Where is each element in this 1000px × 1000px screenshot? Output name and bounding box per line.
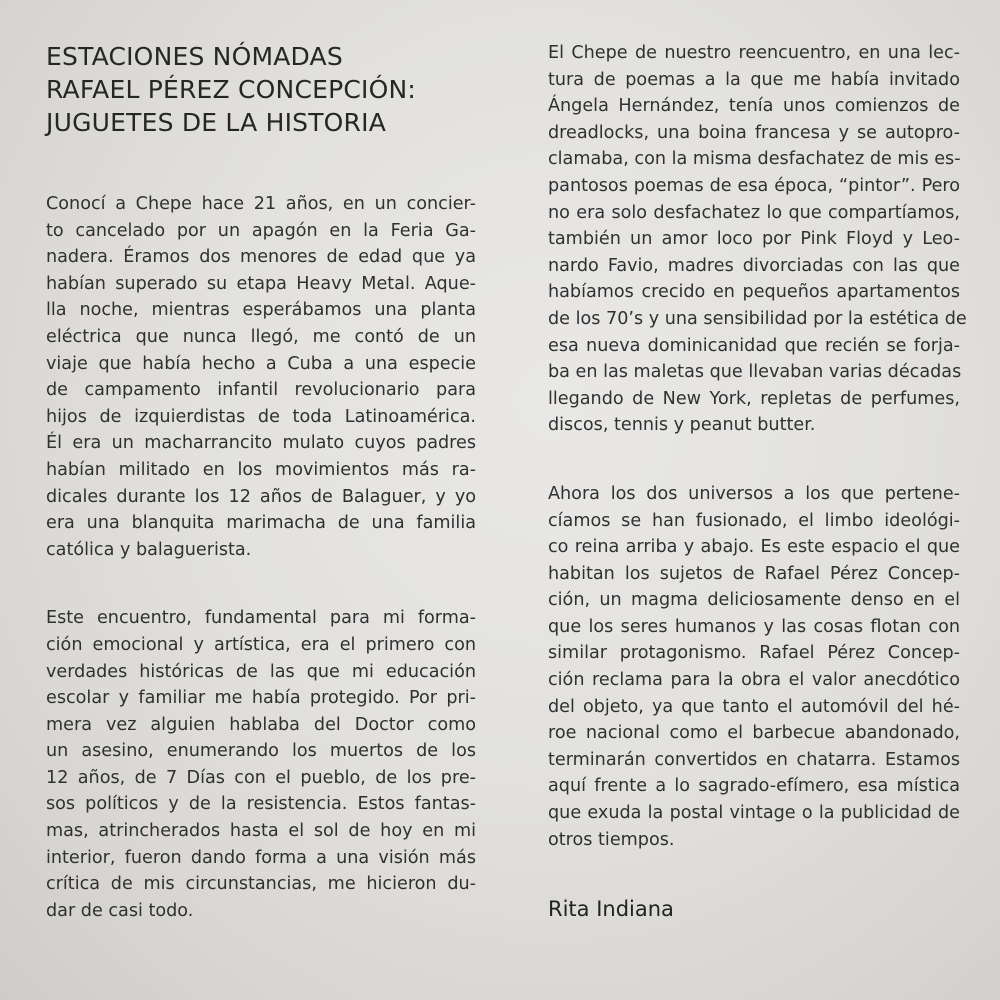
text-line: co reina arriba y abajo. Es este espacio el que xyxy=(548,537,960,558)
paragraph-universes xyxy=(548,481,960,853)
text-line: habíamos crecido en pequeños apartamentos xyxy=(548,282,960,303)
text-line: Este encuentro, fundamental para mi forma- xyxy=(46,608,476,629)
text-line: similar protagonismo. Rafael Pérez Concep- xyxy=(548,643,960,664)
paragraph-concert xyxy=(46,191,476,563)
text-line: clamaba, con la misma desfachatez de mis es- xyxy=(548,149,961,170)
left-column xyxy=(46,40,476,966)
title-line: ESTACIONES NÓMADAS xyxy=(46,42,343,71)
text-line: Él era un macharrancito mulato cuyos padres xyxy=(46,433,476,454)
text-line: habían superado su etapa Heavy Metal. Aque- xyxy=(46,273,476,294)
text-line: escolar y familiar me había protegido. Por pri- xyxy=(46,688,476,709)
paragraph-encounter xyxy=(46,605,476,924)
text-line: dreadlocks, una boina francesa y se autopro- xyxy=(548,122,960,143)
text-line: crítica de mis circunstancias, me hicieron du- xyxy=(46,874,476,895)
text-line: llegando de New York, repletas de perfumes, xyxy=(548,388,960,409)
text-line: eléctrica que nunca llegó, me contó de un xyxy=(46,326,476,347)
text-line: mas, atrincherados hasta el sol de hoy en mi xyxy=(46,821,476,842)
author-signature: Rita Indiana xyxy=(548,897,674,922)
text-line: discos, tennis y peanut butter. xyxy=(548,415,816,436)
text-line: lla noche, mientras esperábamos una planta xyxy=(46,300,476,321)
text-line: nardo Favio, madres divorciadas con las que xyxy=(548,255,960,276)
text-line: dar de casi todo. xyxy=(46,900,194,921)
text-line: esa nueva dominicanidad que recién se forja- xyxy=(548,335,960,356)
paragraph-reunion xyxy=(548,40,967,439)
text-line: que los seres humanos y las cosas flotan con xyxy=(548,616,960,637)
text-line: viaje que había hecho a Cuba a una especie xyxy=(46,353,476,374)
text-line: que exuda la postal vintage o la publicidad de xyxy=(548,803,960,824)
text-line: nadera. Éramos dos menores de edad que ya xyxy=(46,247,476,268)
text-line: Ahora los dos universos a los que pertene- xyxy=(548,483,960,504)
text-line: hijos de izquierdistas de toda Latinoamérica. xyxy=(46,406,476,427)
text-line: El Chepe de nuestro reencuentro, en una lec- xyxy=(548,43,960,63)
text-line: terminarán convertidos en chatarra. Estamos xyxy=(548,749,960,770)
text-line: ba en las maletas que llevaban varias décadas xyxy=(548,362,962,383)
text-line: pantosos poemas de esa época, “pintor”. Pero xyxy=(548,175,960,196)
text-line: no era solo desfachatez lo que compartíamos, xyxy=(548,202,960,223)
text-line: verdades históricas de las que mi educación xyxy=(46,661,476,682)
text-line: del objeto, ya que tanto el automóvil del hé- xyxy=(548,696,960,717)
text-line: aquí frente a lo sagrado-efímero, esa mística xyxy=(548,776,960,797)
text-line: otros tiempos. xyxy=(548,829,675,850)
text-line: interior, fueron dando forma a una visión más xyxy=(46,847,476,868)
text-line: de campamento infantil revolucionario para xyxy=(46,380,476,401)
text-line: to cancelado por un apagón en la Feria Ga- xyxy=(46,220,476,241)
text-line: Conocí a Chepe hace 21 años, en un concier- xyxy=(46,194,476,214)
text-line: de los 70’s y una sensibilidad por la estética de xyxy=(548,308,967,329)
text-line: mera vez alguien hablaba del Doctor como xyxy=(46,714,476,735)
text-line: también un amor loco por Pink Floyd y Leo- xyxy=(548,229,960,250)
title-line: RAFAEL PÉREZ CONCEPCIÓN: xyxy=(46,75,417,104)
text-line: cíamos se han fusionado, el limbo ideológi- xyxy=(548,510,960,531)
text-line: 12 años, de 7 Días con el pueblo, de los pre- xyxy=(46,767,476,788)
text-line: habían militado en los movimientos más ra- xyxy=(46,459,476,480)
text-line: ción, un magma deliciosamente denso en el xyxy=(548,590,960,611)
text-line: ción reclama para la obra el valor anecdótico xyxy=(548,670,960,691)
text-line: roe nacional como el barbecue abandonado, xyxy=(548,723,960,744)
text-line: era una blanquita marimacha de una familia xyxy=(46,513,476,534)
text-line: sos políticos y de la resistencia. Estos fantas- xyxy=(46,794,476,815)
text-line: ción emocional y artística, era el primero con xyxy=(46,634,476,655)
text-line: tura de poemas a la que me había invitado xyxy=(548,69,960,90)
text-line: católica y balaguerista. xyxy=(46,539,252,560)
title-line: JUGUETES DE LA HISTORIA xyxy=(46,108,387,137)
text-line: dicales durante los 12 años de Balaguer, y yo xyxy=(46,486,476,507)
text-line: Ángela Hernández, tenía unos comienzos de xyxy=(548,96,960,117)
text-line: habitan los sujetos de Rafael Pérez Concep- xyxy=(548,563,960,584)
page-title xyxy=(46,40,476,139)
text-line: un asesino, enumerando los muertos de los xyxy=(46,741,476,762)
right-column xyxy=(548,40,967,923)
